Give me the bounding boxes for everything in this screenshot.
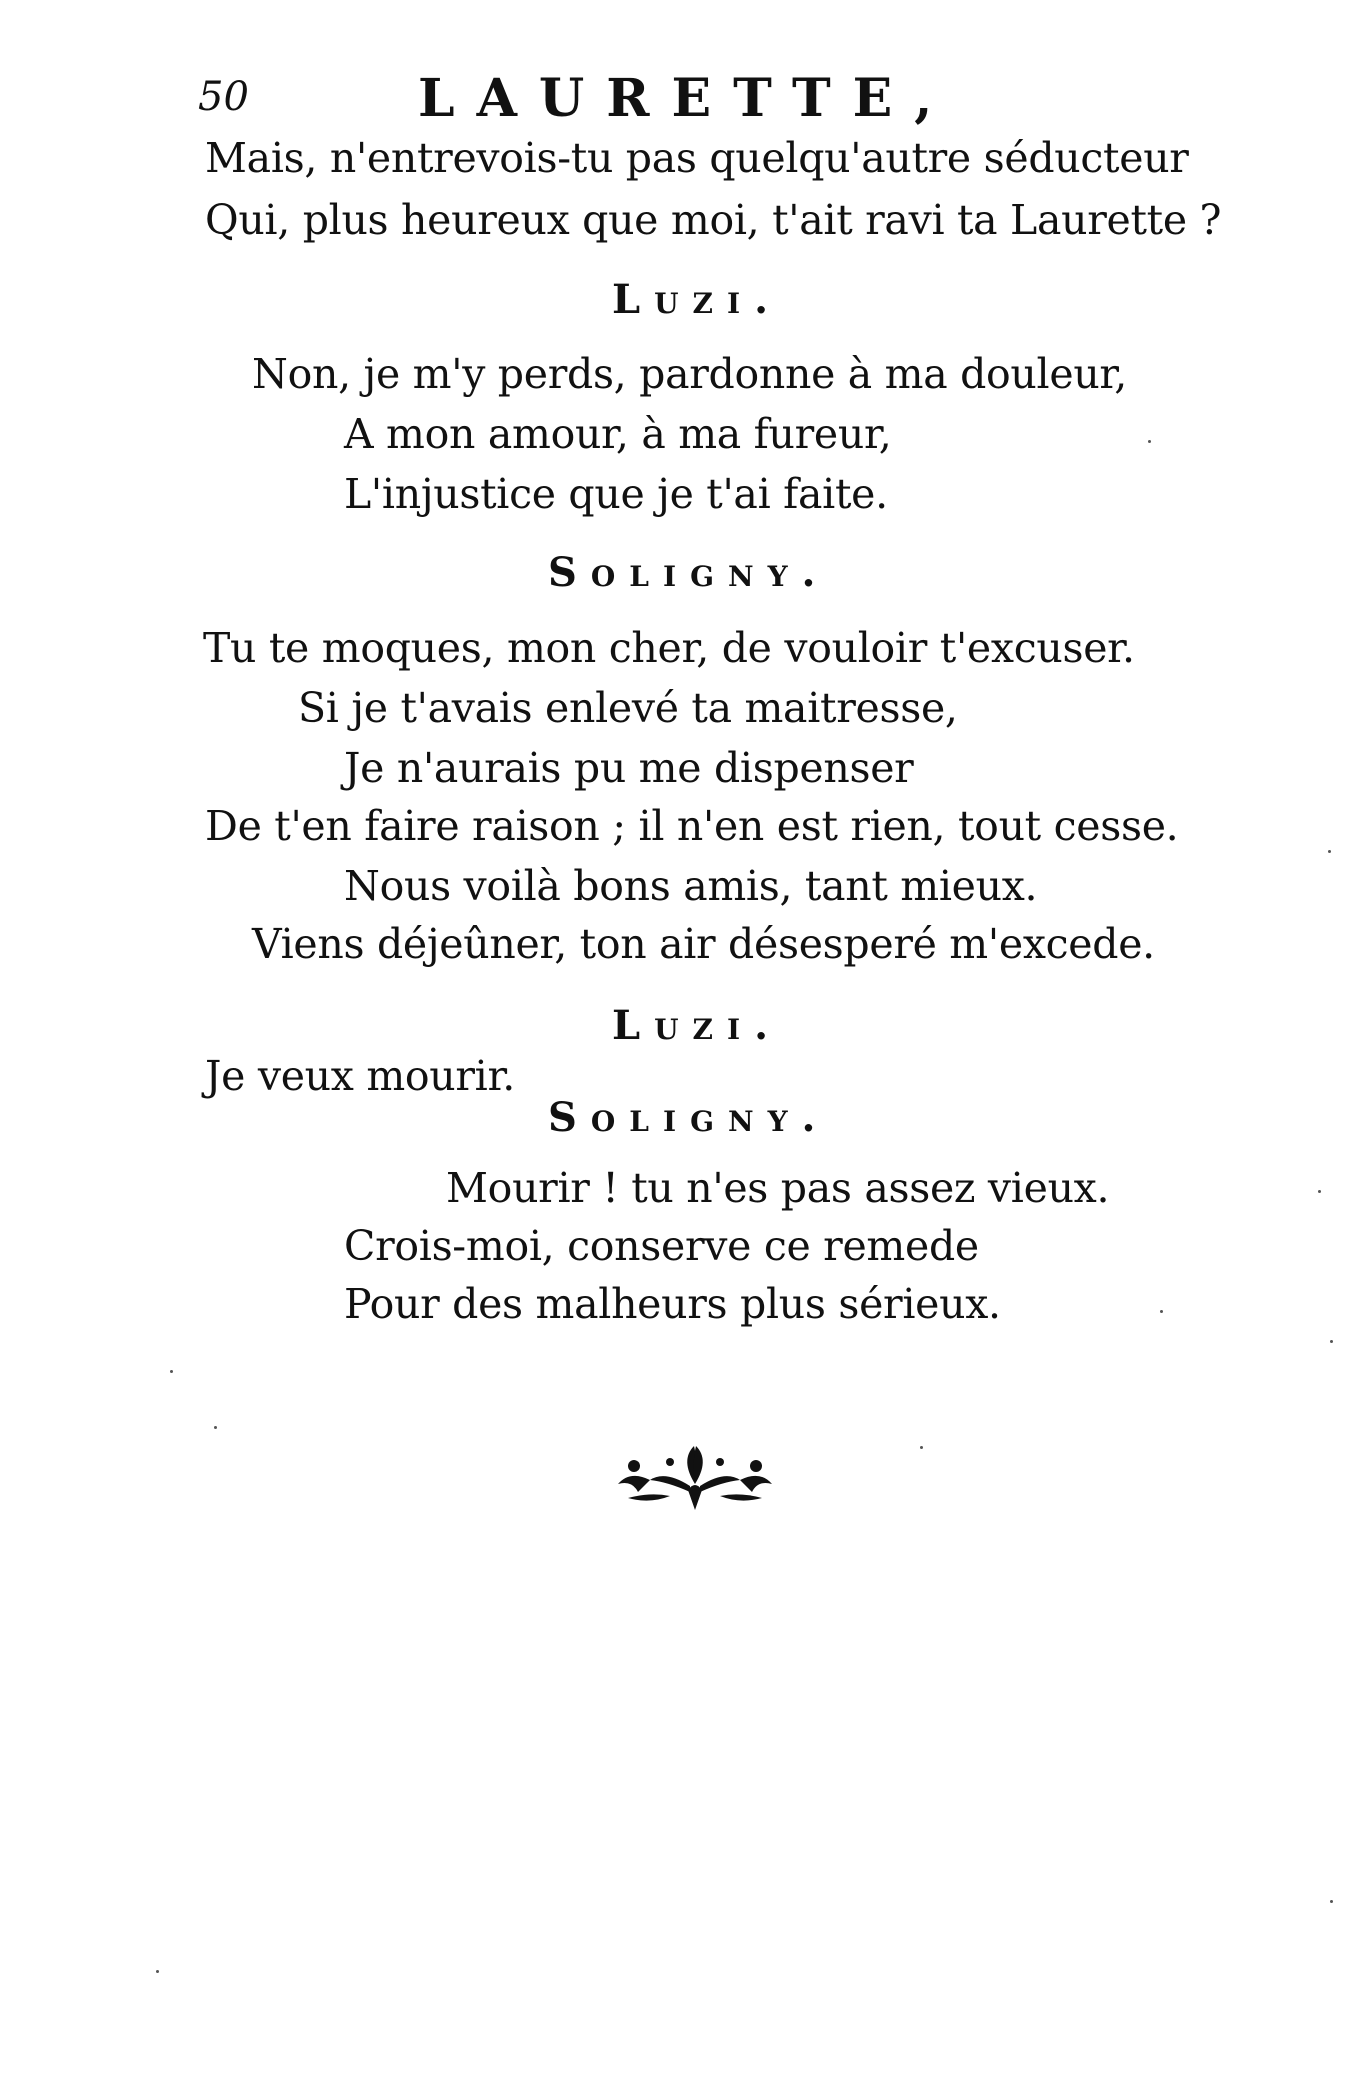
verse-line: Mais, n'entrevois-tu pas quelqu'autre séducteur (205, 134, 1189, 182)
verse-line: Si je t'avais enlevé ta maitresse, (298, 684, 958, 732)
verse-line: Tu te moques, mon cher, de vouloir t'excuser. (203, 624, 1135, 672)
verse-line: Crois-moi, conserve ce remede (344, 1222, 979, 1270)
verse-line: Mourir ! tu n'es pas assez vieux. (446, 1164, 1110, 1212)
verse-line: L'injustice que je t'ai faite. (344, 470, 888, 518)
verse-line: Nous voilà bons amis, tant mieux. (344, 862, 1038, 910)
verse-line: Je veux mourir. (205, 1052, 516, 1100)
speaker-name: Soligny. (548, 549, 830, 596)
verse-line: A mon amour, à ma fureur, (344, 410, 892, 458)
verse-line: De t'en faire raison ; il n'en est rien, tout cesse. (205, 802, 1179, 850)
speaker-name: Luzi. (612, 1002, 783, 1049)
verse-line: Viens déjeûner, ton air désesperé m'excede. (252, 920, 1155, 968)
speaker-name: Soligny. (548, 1094, 830, 1141)
verse-line: Je n'aurais pu me dispenser (344, 744, 914, 792)
speaker-name: Luzi. (612, 276, 783, 323)
verse-line: Qui, plus heureux que moi, t'ait ravi ta Laurette ? (205, 196, 1222, 244)
verse-line: Non, je m'y perds, pardonne à ma douleur, (252, 350, 1127, 398)
running-title: LAURETTE, (418, 68, 955, 129)
verse-line: Pour des malheurs plus sérieux. (344, 1280, 1001, 1328)
page-number: 50 (198, 74, 249, 120)
floral-tailpiece-icon (610, 1440, 780, 1512)
